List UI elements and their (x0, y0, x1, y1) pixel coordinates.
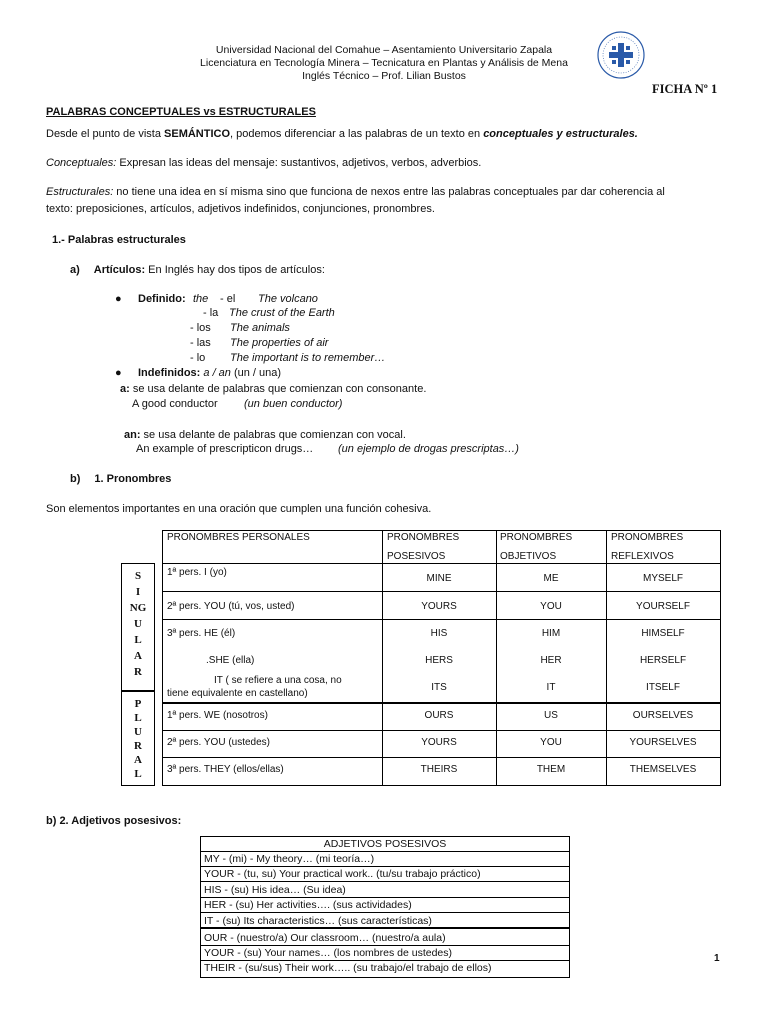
table-row: THEIR - (su/sus) Their work….. (su trabajo/el trabajo de ellos) (204, 962, 492, 974)
table-cell-posesivo: THEIRS (420, 764, 458, 775)
header-posesivos: PRONOMBRES (387, 532, 460, 543)
table-row: HIS - (su) His idea… (Su idea) (201, 883, 569, 898)
definido-example: The important is to remember… (230, 352, 386, 364)
table-cell-posesivo: HIS (430, 628, 448, 639)
header-objetivos: PRONOMBRES (500, 532, 573, 543)
table-row: HER - (su) Her activities…. (sus actividades) (201, 898, 569, 913)
section-b1-heading: b) 1. Pronombres (70, 473, 172, 485)
table-cell-reflexivo: HIMSELF (641, 628, 685, 639)
table-cell-reflexivo: YOURSELVES (629, 737, 697, 748)
table-cell-reflexivo: ITSELF (646, 682, 680, 693)
table-row: IT - (su) Its characteristics… (sus características) (201, 914, 569, 929)
table-cell-posesivo: ITS (431, 682, 447, 693)
header-course: Inglés Técnico – Prof. Lilian Bustos (302, 70, 466, 82)
section-a-heading: a) Artículos: En Inglés hay dos tipos de artículos: (70, 264, 325, 276)
plural-letter: U (134, 726, 142, 738)
singular-letter: I (135, 586, 141, 598)
table-row: YOUR - (tu, su) Your practical work.. (tu/su trabajo práctico) (201, 867, 569, 882)
table-cell-posesivo: OURS (424, 710, 454, 721)
singular-letter: S (134, 570, 142, 582)
indefinidos-line: Indefinidos: a / an (un / una) (138, 367, 282, 379)
section-estructurales-heading: 1.- Palabras estructurales (52, 234, 186, 246)
table-cell-objetivo: ME (543, 573, 559, 584)
page-title: PALABRAS CONCEPTUALES vs ESTRUCTURALES (46, 106, 316, 118)
header-university: Universidad Nacional del Comahue – Asentamiento Universitario Zapala (215, 44, 553, 56)
table-cell-objetivo: YOU (540, 737, 562, 748)
table-cell-personal: 2ª pers. YOU (tú, vos, usted) (167, 601, 295, 612)
table-cell-personal: IT ( se refiere a una cosa, no (214, 675, 342, 686)
definido-dash-el: - el (220, 293, 236, 305)
definido-example: The volcano (258, 293, 318, 305)
table-cell-posesivo: HERS (425, 655, 453, 666)
a-rule: a: se usa delante de palabras que comienzan con consonante. (120, 383, 427, 395)
pronombres-intro: Son elementos importantes en una oración que cumplen una función cohesiva. (46, 503, 432, 515)
table-cell-objetivo: IT (546, 682, 556, 693)
plural-letter: P (134, 698, 142, 710)
header-personales: PRONOMBRES PERSONALES (167, 532, 310, 543)
singular-letter: NG (129, 602, 147, 614)
section-b2-heading: b) 2. Adjetivos posesivos: (46, 815, 182, 827)
a-translation: (un buen conductor) (244, 398, 343, 410)
table-cell-personal: 3ª pers. THEY (ellos/ellas) (167, 764, 284, 775)
table-cell-personal: 1ª pers. WE (nosotros) (167, 710, 268, 721)
table-cell-personal: 3ª pers. HE (él) (167, 628, 236, 639)
adjectives-table (200, 836, 570, 978)
table-cell-personal: 2ª pers. YOU (ustedes) (167, 737, 271, 748)
intro-paragraph: Desde el punto de vista SEMÁNTICO, podemos diferenciar a las palabras de un texto en conceptuales y estructurales. (46, 128, 638, 140)
plural-letter: L (134, 712, 142, 724)
definido-example: The crust of the Earth (229, 307, 335, 319)
plural-letter: R (134, 740, 142, 752)
table-cell-reflexivo: THEMSELVES (629, 764, 697, 775)
singular-letter: R (134, 666, 142, 678)
singular-letter: U (134, 618, 142, 630)
pronoun-table (162, 530, 721, 786)
header-reflexivos: PRONOMBRES (611, 532, 684, 543)
table-cell-objetivo: HIM (541, 628, 561, 639)
definido-example: The properties of air (230, 337, 329, 349)
adjectives-table-header: ADJETIVOS POSESIVOS (201, 837, 569, 852)
singular-letter: L (134, 634, 142, 646)
header-objetivos-sub: OBJETIVOS (500, 551, 557, 562)
definido-dash-las: - las (190, 337, 211, 349)
page-number: 1 (714, 953, 720, 964)
table-cell-personal-cont: tiene equivalente en castellano) (167, 688, 308, 699)
table-cell-reflexivo: MYSELF (642, 573, 683, 584)
header-posesivos-sub: POSESIVOS (387, 551, 446, 562)
estructurales-definition-line1: Estructurales: no tiene una idea en sí misma sino que funciona de nexos entre las palabras conceptuales par dar coherencia al (46, 186, 665, 198)
table-cell-posesivo: MINE (426, 573, 452, 584)
definido-bullet: ● (115, 293, 122, 305)
table-cell-objetivo: THEM (536, 764, 566, 775)
table-row: YOUR - (su) Your names… (los nombres de ustedes) (201, 946, 569, 961)
table-cell-personal: 1ª pers. I (yo) (167, 567, 227, 578)
header-degree: Licenciatura en Tecnología Minera – Tecnicatura en Plantas y Análisis de Mena (200, 57, 568, 69)
table-row: OUR - (nuestro/a) Our classroom… (nuestro/a aula) (201, 931, 569, 946)
definido-the: the (193, 293, 209, 305)
singular-letter: A (134, 650, 142, 662)
table-row: MY - (mi) - My theory… (mi teoría…) (201, 852, 569, 867)
definido-example: The animals (230, 322, 290, 334)
conceptuales-definition: Conceptuales: Expresan las ideas del mensaje: sustantivos, adjetivos, verbos, adverbios. (46, 157, 482, 169)
table-cell-posesivo: YOURS (421, 737, 457, 748)
singular-label-box (121, 563, 155, 691)
header-reflexivos-sub: REFLEXIVOS (611, 551, 674, 562)
table-cell-reflexivo: HERSELF (639, 655, 687, 666)
definido-term: Definido: (138, 293, 186, 305)
table-cell-objetivo: YOU (540, 601, 562, 612)
indefinidos-bullet: ● (115, 367, 122, 379)
an-rule: an: se usa delante de palabras que comienzan con vocal. (124, 429, 406, 441)
ficha-label: FICHA Nº 1 (652, 82, 718, 96)
plural-letter: L (134, 768, 142, 780)
definido-dash-la: - la (203, 307, 219, 319)
plural-label-box (121, 691, 155, 786)
table-cell-reflexivo: OURSELVES (632, 710, 694, 721)
estructurales-definition-line2: texto: preposiciones, artículos, adjetivos indefinidos, conjunciones, pronombres. (46, 203, 435, 215)
a-example: A good conductor (132, 398, 218, 410)
table-cell-reflexivo: YOURSELF (636, 601, 690, 612)
table-cell-objetivo: HER (540, 655, 562, 666)
table-cell-objetivo: US (544, 710, 558, 721)
plural-letter: A (134, 754, 142, 766)
an-translation: (un ejemplo de drogas prescriptas…) (338, 443, 519, 455)
university-seal-icon (596, 30, 646, 80)
table-cell-personal: .SHE (ella) (206, 655, 255, 666)
table-cell-posesivo: YOURS (421, 601, 457, 612)
definido-dash-lo: - lo (190, 352, 206, 364)
an-example: An example of prescripticon drugs… (136, 443, 314, 455)
definido-dash-los: - los (190, 322, 211, 334)
